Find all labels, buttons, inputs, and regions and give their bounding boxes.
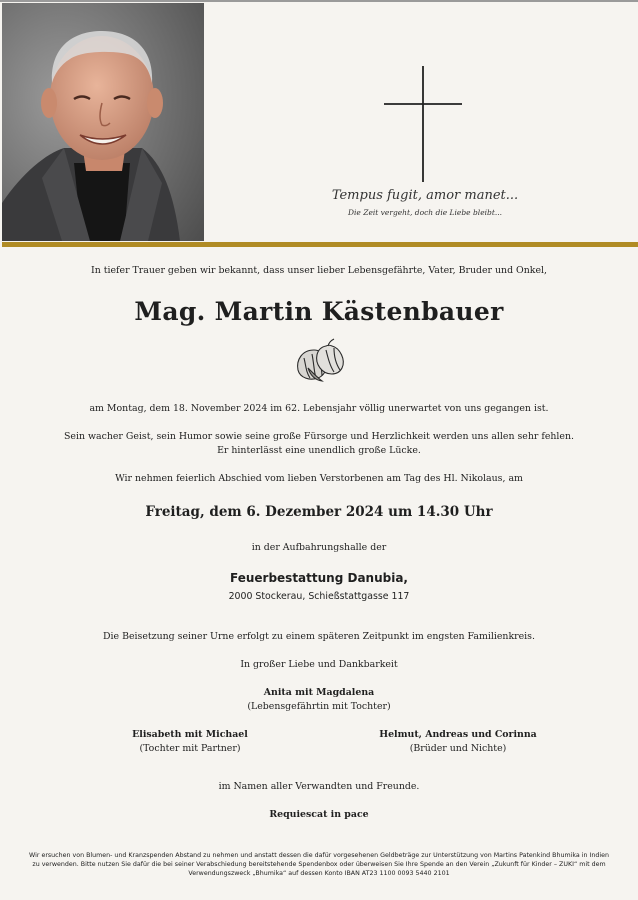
love-line: In großer Liebe und Dankbarkeit: [240, 659, 398, 670]
ceremony-date: Freitag, dem 6. Dezember 2024 um 14.30 Uhr: [145, 504, 493, 520]
mourner-left-names: Elisabeth mit Michael: [132, 729, 248, 740]
top-border: [0, 0, 638, 2]
motto-german: Die Zeit vergeht, doch die Liebe bleibt...: [348, 208, 502, 217]
location-intro: in der Aufbahrungshalle der: [251, 542, 387, 553]
portrait-photo: [2, 3, 204, 241]
footer-line-2: zu verwenden. Bitte nutzen Sie dafür die bei seiner Verabschiedung bereitstehende Spendenbox oder überweisen Sie Ihre Spende an den Verein „Zukunft für Kinder – ZUKI“ mit dem: [32, 861, 606, 869]
closing-phrase: Requiescat in pace: [269, 809, 369, 820]
mourner-left-relation: (Tochter mit Partner): [139, 743, 241, 754]
footer-line-1: Wir ersuchen von Blumen- und Kranzspenden Abstand zu nehmen und anstatt dessen die dafür vorgesehenen Geldbeträge zur Unterstützung von Martins Patenkind Bhumika in Indien: [29, 852, 609, 859]
gold-divider: [2, 242, 638, 247]
death-notice: am Montag, dem 18. November 2024 im 62. Lebensjahr völlig unerwartet von uns gegangen ist.: [89, 403, 549, 414]
mourner-main-names: Anita mit Magdalena: [263, 687, 375, 698]
relatives-line: im Namen aller Verwandten und Freunde.: [218, 781, 420, 792]
portrait-illustration: [2, 3, 204, 241]
fig-fruit-icon: [292, 338, 348, 382]
venue-address: 2000 Stockerau, Schießstattgasse 117: [228, 591, 410, 602]
mourner-right-relation: (Brüder und Nichte): [409, 743, 507, 754]
venue-name: Feuerbestattung Danubia,: [230, 571, 408, 585]
intro-text: In tiefer Trauer geben wir bekannt, dass unser lieber Lebensgefährte, Vater, Bruder und Onkel,: [91, 265, 547, 276]
motto-latin: Tempus fugit, amor manet...: [331, 188, 519, 203]
farewell-intro: Wir nehmen feierlich Abschied vom lieben Verstorbenen am Tag des Hl. Nikolaus, am: [115, 473, 523, 484]
cross-icon: [384, 66, 462, 182]
deceased-name: Mag. Martin Kästenbauer: [134, 297, 504, 326]
tribute-line-2: Er hinterlässt eine unendlich große Lücke.: [217, 445, 421, 456]
tribute-line-1: Sein wacher Geist, sein Humor sowie seine große Fürsorge und Herzlichkeit werden uns allen sehr fehlen.: [64, 431, 574, 442]
mourner-main-relation: (Lebensgefährtin mit Tochter): [247, 701, 391, 712]
mourner-right-names: Helmut, Andreas und Corinna: [379, 729, 537, 740]
footer-line-3: Verwendungszweck „Bhumika“ auf dessen Konto IBAN AT23 1100 0093 5440 2101: [188, 870, 450, 878]
urn-note: Die Beisetzung seiner Urne erfolgt zu einem späteren Zeitpunkt im engsten Familienkreis.: [103, 631, 535, 642]
donation-footer: [12, 851, 626, 879]
